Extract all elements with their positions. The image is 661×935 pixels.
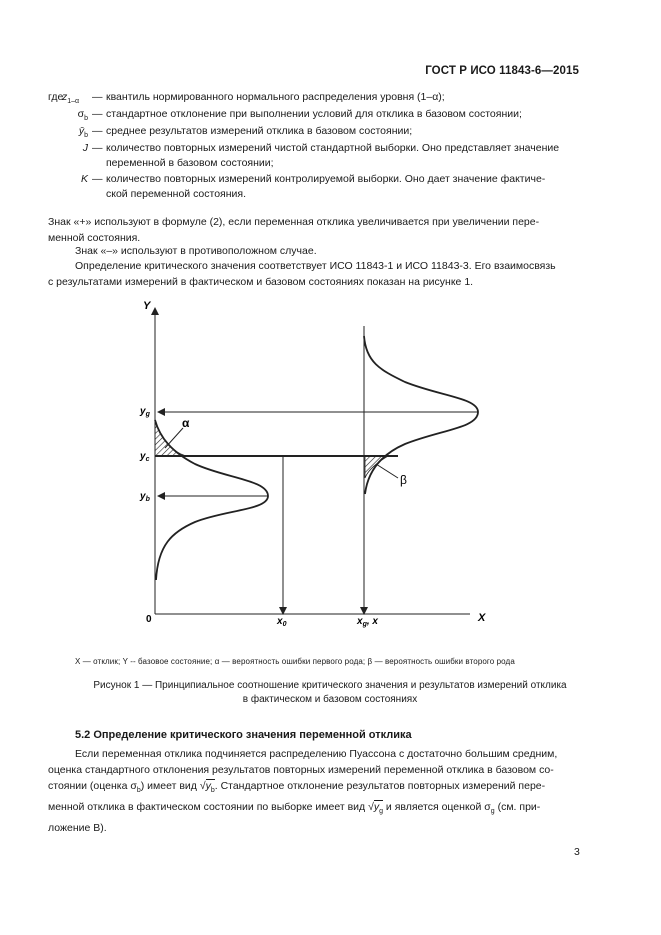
section-text: ) имеет вид: [140, 780, 197, 792]
definition-text: квантиль нормированного нормального распределения уровня (1–α);: [106, 91, 445, 103]
section-text: (см. при-: [497, 801, 541, 813]
section-body: [48, 746, 588, 836]
definition-text: среднее результатов измерений отклика в базовом состоянии;: [106, 125, 413, 137]
y-axis-label: Y: [143, 300, 151, 312]
definition-dash: —: [92, 125, 103, 137]
origin-label: 0: [146, 614, 152, 625]
section-title: 5.2 Определение критического значения переменной отклика: [75, 729, 412, 741]
xg-label: $x_g$, x: [357, 616, 378, 628]
section-subscript: g: [490, 808, 495, 815]
definition-dash: —: [92, 91, 103, 103]
figure-legend: X — отклик; Y -- базовое состояние; α — вероятность ошибки первого рода; β — вероятность ошибки второго рода: [75, 657, 515, 666]
x0-label: $x_0$: [277, 616, 287, 628]
definition-dash: —: [92, 142, 103, 154]
section-text: и является оценкой σ: [385, 801, 491, 813]
paragraph-line: менной состояния.: [48, 232, 141, 244]
section-line: Если переменная отклика подчиняется распределению Пуассона с достаточно большим средним,: [75, 748, 558, 760]
sqrt-yb: $√y_b$: [199, 780, 215, 794]
root-symbol: y: [373, 801, 380, 813]
definition-intro: где: [48, 91, 64, 103]
section-text: менной отклика в фактическом состоянии по выборке имеет вид: [48, 801, 366, 813]
figure-caption-line: в фактическом и базовом состояниях: [242, 694, 418, 705]
section-text: . Стандартное отклонение результатов повторных измерений пере-: [214, 780, 546, 792]
yb-label: $y_b$: [140, 491, 150, 503]
beta-hatched-area: [365, 456, 388, 478]
section-subscript: b: [136, 787, 141, 794]
figure-caption: [60, 679, 600, 707]
definition-text: количество повторных измерений чистой стандартной выборки. Оно представляет значение: [106, 142, 560, 154]
definition-symbol: K: [80, 173, 88, 185]
x-axis-label: X: [478, 612, 486, 624]
beta-label: β: [400, 473, 407, 487]
root-symbol: y: [205, 780, 211, 792]
section-line: [48, 799, 588, 820]
section-line: оценка стандартного отклонения результатов повторных измерений переменной отклика в базовом со-: [48, 764, 554, 776]
definition-text: ской переменной состояния.: [106, 188, 247, 200]
figure-caption-line: Рисунок 1 — Принципиальное соотношение критического значения и результатов измерений отклика: [93, 680, 567, 691]
definition-symbol: $ȳ_b$: [78, 125, 88, 139]
page-number: 3: [574, 846, 580, 858]
definition-text: переменной в базовом состоянии;: [106, 157, 274, 169]
yg-label: $y_g$: [140, 406, 150, 418]
actual-state-distribution-curve: [364, 336, 478, 494]
section-text: стоянии (оценка σ: [48, 780, 137, 792]
definition-text: стандартное отклонение при выполнении условий для отклика в базовом состоянии;: [106, 108, 522, 120]
root-subscript: b: [210, 787, 215, 794]
root-subscript: g: [379, 808, 383, 815]
definition-symbol: $\sigma_b$: [77, 108, 88, 122]
paragraph-line: с результатами измерений в фактическом и базовом состояниях показан на рисунке 1.: [48, 276, 474, 288]
definition-dash: —: [92, 173, 103, 185]
paragraph-line: Определение критического значения соответствует ИСО 11843-1 и ИСО 11843-3. Его взаимосвязь: [75, 260, 556, 272]
alpha-leader: [165, 428, 183, 448]
base-state-distribution-curve: [155, 420, 268, 580]
definition-symbol: J: [82, 142, 88, 154]
document-header: ГОСТ Р ИСО 11843-6—2015: [425, 65, 579, 77]
definition-dash: —: [92, 108, 103, 120]
beta-leader: [376, 464, 398, 478]
section-line: ложение В).: [48, 822, 107, 834]
definition-symbol: $z_{1-\alpha}$: [62, 91, 80, 105]
yc-label: $y_c$: [140, 451, 150, 463]
definition-text: количество повторных измерений контролируемой выборки. Оно дает значение фактиче-: [106, 173, 546, 185]
paragraph-minus-sign: Знак «–» используют в противоположном случае.: [75, 245, 317, 257]
paragraph-line: Знак «+» используют в формуле (2), если переменная отклика увеличивается при увеличении пере-: [48, 216, 540, 228]
section-line: [48, 778, 588, 799]
sqrt-yg: $√y_g$: [368, 801, 383, 815]
alpha-label: α: [182, 416, 190, 430]
